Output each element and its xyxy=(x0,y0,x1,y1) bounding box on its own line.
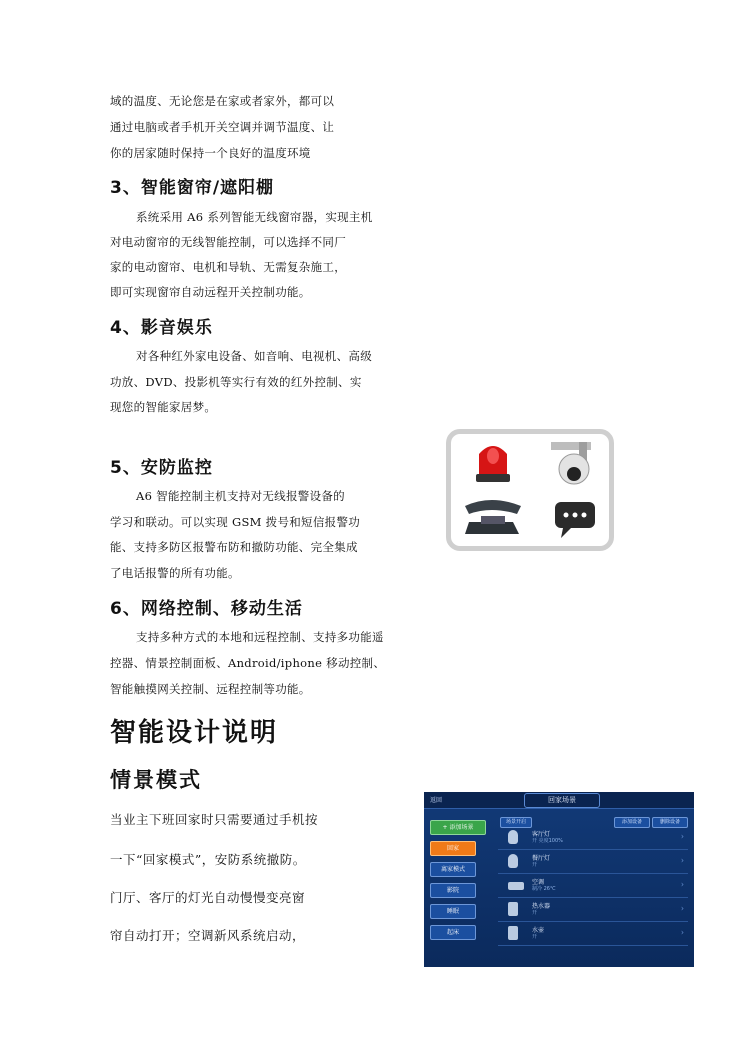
device-row[interactable] xyxy=(498,874,688,898)
chevron-right-icon: › xyxy=(680,856,684,865)
app-screenshot xyxy=(424,792,694,967)
intro-line: 通过电脑或者手机开关空调并调节温度、让 xyxy=(110,120,335,134)
device-row[interactable] xyxy=(498,922,688,946)
app-sidebar xyxy=(430,820,482,946)
security-camera-icon xyxy=(551,442,591,484)
section6-line: 智能触摸网关控制、远程控制等功能。 xyxy=(110,682,311,696)
device-name: 空调 xyxy=(532,879,545,886)
app-title: 回家场景 xyxy=(524,793,600,808)
section3-line: 即可实现窗帘自动远程开关控制功能。 xyxy=(110,285,311,299)
security-icons-panel xyxy=(446,429,614,551)
air-conditioner-icon xyxy=(508,882,524,890)
section5-line: 了电话报警的所有功能。 xyxy=(110,566,240,580)
telephone-icon xyxy=(465,500,521,534)
chevron-right-icon: › xyxy=(680,904,684,913)
section4-line: 功放、DVD、投影机等实行有效的红外控制、实 xyxy=(110,375,362,389)
section3-line: 系统采用 A6 系列智能无线窗帘器，实现主机 xyxy=(136,210,373,224)
section5-line: A6 智能控制主机支持对无线报警设备的 xyxy=(136,489,345,503)
section3-line: 对电动窗帘的无线智能控制，可以选择不同厂 xyxy=(110,235,346,249)
design-title: 智能设计说明 xyxy=(110,718,279,748)
section5-line: 能、支持多防区报警布防和撤防功能、完全集成 xyxy=(110,540,358,554)
app-top-bar xyxy=(424,792,694,809)
intro-line: 域的温度、无论您是在家或者家外，都可以 xyxy=(110,94,335,108)
back-button[interactable]: 返回 xyxy=(430,797,443,804)
device-name: 客厅灯 xyxy=(532,831,551,838)
section5-line: 学习和联动。可以实现 GSM 拨号和短信报警功 xyxy=(110,515,361,529)
section6-heading: 6、网络控制、移动生活 xyxy=(110,599,303,619)
add-scene-button[interactable]: + 添加场景 xyxy=(430,820,486,835)
scene-on-button[interactable]: 场景开启 xyxy=(500,817,532,828)
device-state: 开 xyxy=(532,934,538,940)
add-device-button[interactable]: 添加设备 xyxy=(614,817,650,828)
message-bubble-icon xyxy=(555,502,595,538)
chevron-right-icon: › xyxy=(680,880,684,889)
kettle-icon xyxy=(508,926,518,940)
bulb-icon xyxy=(508,854,518,868)
scene-tab-wakeup[interactable]: 起床 xyxy=(430,925,476,940)
device-state: 开 xyxy=(532,862,538,868)
device-name: 热水器 xyxy=(532,903,551,910)
scene-tab-sleep[interactable]: 睡眠 xyxy=(430,904,476,919)
intro-line: 你的居家随时保持一个良好的温度环境 xyxy=(110,146,311,160)
section4-line: 现您的智能家居梦。 xyxy=(110,400,217,414)
section5-heading: 5、安防监控 xyxy=(110,458,213,478)
section6-line: 控器、情景控制面板、Android/iphone 移动控制、 xyxy=(110,656,386,670)
section4-line: 对各种红外家电设备、如音响、电视机、高级 xyxy=(136,349,372,363)
device-list xyxy=(498,826,688,946)
section6-line: 支持多种方式的本地和远程控制、支持多功能遥 xyxy=(136,630,384,644)
device-name: 水壶 xyxy=(532,927,545,934)
device-state: 开 亮度100% xyxy=(532,838,563,844)
chevron-right-icon: › xyxy=(680,928,684,937)
scene-line: 帘自动打开；空调新风系统启动， xyxy=(110,928,306,943)
scene-line: 当业主下班回家时只需要通过手机按 xyxy=(110,812,319,827)
device-state: 制冷 26℃ xyxy=(532,886,556,892)
scene-line: 一下“回家模式”，安防系统撤防。 xyxy=(110,852,306,867)
device-row[interactable] xyxy=(498,898,688,922)
scene-title: 情景模式 xyxy=(110,768,202,792)
scene-tab-cinema[interactable]: 影院 xyxy=(430,883,476,898)
device-state: 开 xyxy=(532,910,538,916)
delete-device-button[interactable]: 删除设备 xyxy=(652,817,688,828)
bulb-icon xyxy=(508,830,518,844)
device-row[interactable] xyxy=(498,826,688,850)
chevron-right-icon: › xyxy=(680,832,684,841)
scene-tab-home[interactable]: 回家 xyxy=(430,841,476,856)
section3-heading: 3、智能窗帘/遮阳棚 xyxy=(110,178,275,198)
device-row[interactable] xyxy=(498,850,688,874)
scene-tab-away[interactable]: 离家模式 xyxy=(430,862,476,877)
scene-line: 门厅、客厅的灯光自动慢慢变亮窗 xyxy=(110,890,306,905)
section3-line: 家的电动窗帘、电机和导轨、无需复杂施工， xyxy=(110,260,346,274)
alarm-light-icon xyxy=(476,446,510,482)
device-name: 餐厅灯 xyxy=(532,855,551,862)
water-heater-icon xyxy=(508,902,518,916)
section4-heading: 4、影音娱乐 xyxy=(110,318,213,338)
